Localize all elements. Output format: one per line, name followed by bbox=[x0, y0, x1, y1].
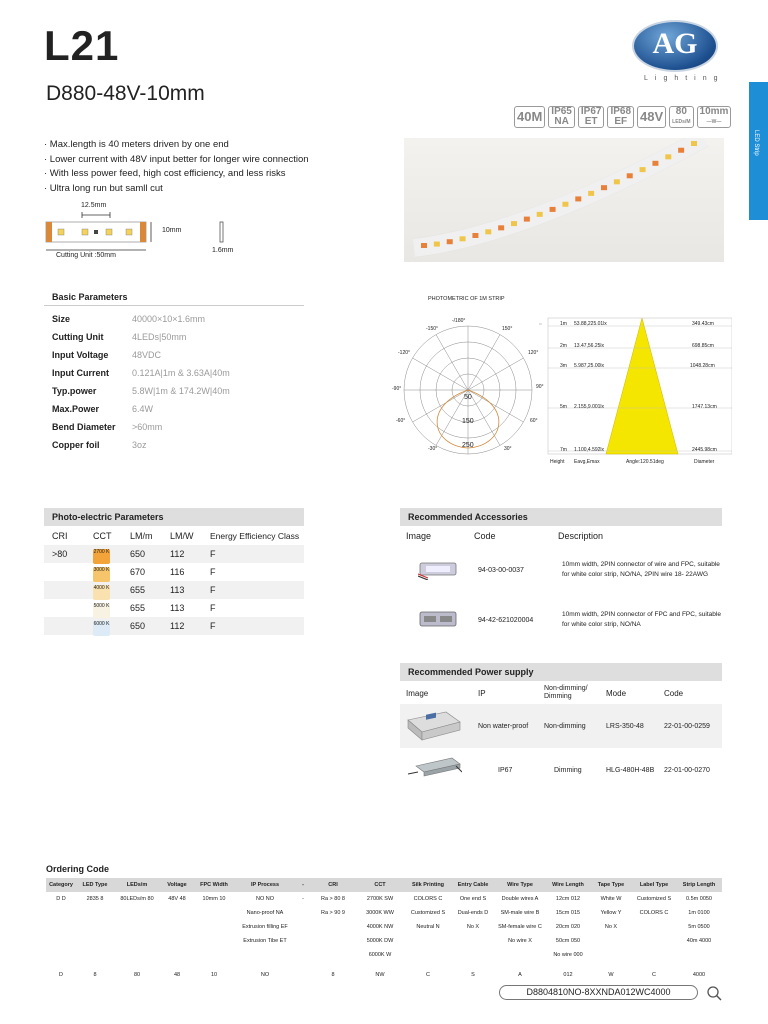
ordering-cell: D D bbox=[56, 896, 66, 902]
accessories-title: Recommended Accessories bbox=[400, 508, 722, 526]
ordering-cell: NW bbox=[375, 972, 385, 978]
angle-label: 120° bbox=[528, 350, 539, 356]
brand-logo bbox=[630, 20, 725, 90]
param-row: Input Current 0.121A|1m & 3.63A|40m bbox=[52, 368, 230, 378]
strip-photo bbox=[404, 138, 724, 262]
cct-chip: 3000 K bbox=[93, 567, 110, 582]
ordering-cell: - bbox=[302, 896, 304, 902]
ordering-code-title: Ordering Code bbox=[46, 864, 110, 874]
ordering-cell: Double wires A bbox=[501, 896, 539, 902]
lux-value: 2.155,9.001lx bbox=[574, 404, 605, 410]
cct-chip: 4000 K bbox=[93, 585, 110, 600]
ordering-cell: Extrusion Tibe ET bbox=[243, 938, 287, 944]
ordering-row bbox=[46, 934, 722, 948]
product-subtitle: D880-48V-10mm bbox=[46, 82, 205, 105]
led-chip bbox=[678, 148, 684, 153]
ordering-header-cell: Entry Cable bbox=[457, 882, 489, 888]
led-chip bbox=[550, 207, 556, 212]
height-value: 5m bbox=[560, 404, 567, 410]
table-row: 94-42-621020004 10mm width, 2PIN connector of FPC and FPC, suitable for white color strip, NO/NA bbox=[400, 595, 722, 645]
led-chip bbox=[614, 179, 620, 184]
power-supply-table bbox=[400, 682, 722, 792]
led-chip bbox=[434, 242, 440, 247]
cct-chip: 5000 K bbox=[93, 603, 110, 618]
search-icon[interactable] bbox=[706, 985, 722, 1001]
ordering-cell: D bbox=[59, 972, 63, 978]
radius-label: 250 bbox=[462, 442, 474, 449]
ordering-cell: Yellow Y bbox=[600, 910, 622, 916]
ordering-cell: C bbox=[426, 972, 430, 978]
ordering-cell: One end S bbox=[459, 896, 487, 902]
connector-image bbox=[400, 608, 478, 632]
table-row: 5000 K 655 113 F bbox=[44, 599, 304, 617]
basic-parameters-table bbox=[52, 310, 230, 454]
ordering-cell: Customized S bbox=[636, 896, 672, 902]
height-value: 1m bbox=[560, 321, 567, 327]
param-row: Bend Diameter >60mm bbox=[52, 422, 163, 432]
ordering-header-cell: Voltage bbox=[167, 882, 187, 888]
ordering-code-result[interactable]: D8804810NO-8XXNDA012WC4000 bbox=[499, 985, 698, 1000]
ordering-header-cell: Label Type bbox=[639, 882, 669, 888]
led-chip bbox=[472, 233, 478, 238]
ordering-cell: 8 bbox=[331, 972, 335, 978]
badge-leds-per-meter: 80 LEDs/M bbox=[669, 106, 693, 128]
radius-label: 150 bbox=[462, 418, 474, 425]
table-row: 94-03-00-0037 10mm width, 2PIN connector of wire and FPC, suitable for white color strip, NO/NA, 2PIN wire 18- 22AWG bbox=[400, 545, 722, 595]
product-model: L21 bbox=[44, 22, 120, 69]
ordering-header-cell: LEDs/m bbox=[126, 882, 148, 888]
led-chip bbox=[640, 167, 646, 172]
table-header-row: Image IP Non-dimming/ Dimming Mode Code bbox=[406, 685, 684, 700]
cutting-unit-label: Cutting Unit :50mm bbox=[56, 252, 116, 259]
ordering-cell: 5000K DW bbox=[366, 938, 394, 944]
ordering-header-cell: LED Type bbox=[82, 882, 108, 888]
ordering-header-cell: Silk Printing bbox=[411, 882, 445, 888]
badge-ip67: IP67 ET bbox=[578, 106, 605, 128]
ordering-header-cell: - bbox=[302, 882, 304, 888]
lux-value: 53.88,225.01lx bbox=[574, 321, 607, 327]
height-value: 2m bbox=[560, 343, 567, 349]
param-row: Max.Power 6.4W bbox=[52, 404, 154, 414]
footer-eavg: Eavg,Emax bbox=[574, 459, 600, 465]
badge-ip65: IP65 NA bbox=[548, 106, 575, 128]
ordering-cell: NO NO bbox=[255, 896, 275, 902]
angle-label: -60° bbox=[396, 418, 406, 424]
ordering-cell: 2835 8 bbox=[86, 896, 104, 902]
spec-badges bbox=[514, 106, 731, 128]
ordering-cell: SM-female wire C bbox=[498, 924, 542, 930]
ordering-cell: 3000K WW bbox=[366, 910, 394, 916]
ordering-row bbox=[46, 906, 722, 920]
table-row: 6000 K 650 112 F bbox=[44, 617, 304, 635]
ordering-cell: SM-male wire B bbox=[500, 910, 540, 916]
ordering-row bbox=[46, 892, 722, 906]
accessories-table bbox=[400, 527, 722, 645]
power-supply-image bbox=[400, 752, 478, 788]
ordering-cell: COLORS C bbox=[639, 910, 669, 916]
photometric-chart bbox=[392, 296, 732, 468]
ordering-cell: 40m 4000 bbox=[686, 938, 712, 944]
table-row: >80 2700 K 650 112 F bbox=[44, 545, 304, 563]
footer-angle: Angle:120.51deg bbox=[626, 459, 664, 465]
ordering-cell: COLORS C bbox=[413, 896, 443, 902]
angle-label: 150° bbox=[502, 326, 513, 332]
ordering-header-cell: FPC Width bbox=[200, 882, 228, 888]
led-chip bbox=[524, 217, 530, 222]
feature-item: · Ultra long run but samll cut bbox=[44, 182, 163, 194]
ordering-header-cell: Strip Length bbox=[682, 882, 716, 888]
badge-length: 40M bbox=[514, 106, 545, 128]
cct-chip: 2700 K bbox=[93, 549, 110, 564]
table-header-row: Image Code Description bbox=[406, 531, 604, 541]
param-row: Input Voltage 48VDC bbox=[52, 350, 162, 360]
ordering-header-cell: CRI bbox=[328, 882, 338, 888]
ordering-cell: Dual-ends D bbox=[457, 910, 489, 916]
ordering-cell: Ra > 90 9 bbox=[320, 910, 345, 916]
ordering-cell: White W bbox=[600, 896, 622, 902]
ordering-header-cell: Wire Length bbox=[552, 882, 584, 888]
pitch-label: 12.5mm bbox=[81, 202, 107, 209]
dimension-diagram bbox=[44, 200, 244, 270]
feature-list bbox=[44, 138, 309, 196]
ordering-cell: 10mm 10 bbox=[202, 896, 226, 902]
led-chip bbox=[485, 229, 491, 234]
logo-text: AG bbox=[652, 27, 698, 60]
ordering-cell: 48V 48 bbox=[168, 896, 186, 902]
diameter-value: 1747.13cm bbox=[692, 404, 717, 410]
led-chip bbox=[627, 173, 633, 178]
lux-value: 5.987,25.00lx bbox=[574, 363, 605, 369]
param-row: Cutting Unit 4LEDs|50mm bbox=[52, 332, 187, 342]
ordering-cell: 12cm 012 bbox=[555, 896, 581, 902]
ordering-cell: No wire 000 bbox=[553, 952, 583, 958]
height-value: 7m bbox=[560, 447, 567, 453]
ordering-row bbox=[46, 968, 722, 982]
logo-subtext: Lighting bbox=[644, 75, 725, 82]
badge-voltage: 48V bbox=[637, 106, 666, 128]
diameter-value: 698.85cm bbox=[692, 343, 714, 349]
ordering-row bbox=[46, 948, 722, 962]
led-chip bbox=[460, 236, 466, 241]
ordering-cell: 80LEDs/m 80 bbox=[120, 896, 154, 902]
angle-label: -30° bbox=[428, 446, 438, 452]
angle-label: -120° bbox=[398, 350, 411, 356]
ordering-cell: 10 bbox=[210, 972, 218, 978]
led-chip bbox=[601, 185, 607, 190]
ordering-cell: 15cm 015 bbox=[555, 910, 581, 916]
ordering-header-cell: Tape Type bbox=[597, 882, 625, 888]
angle-label: -/180° bbox=[452, 318, 466, 324]
ordering-cell: 80 bbox=[133, 972, 141, 978]
diameter-value: 349.43cm bbox=[692, 321, 714, 327]
ordering-header-cell: CCT bbox=[374, 882, 386, 888]
param-row: Size 40000×10×1.6mm bbox=[52, 314, 206, 324]
ordering-cell: No X bbox=[466, 924, 480, 930]
width-label: 10mm bbox=[162, 227, 182, 234]
led-chip bbox=[691, 141, 697, 146]
lux-value: 13.47,56.25lx bbox=[574, 343, 605, 349]
ordering-cell: 4000 bbox=[692, 972, 706, 978]
ordering-header-cell: Wire Type bbox=[507, 882, 533, 888]
footer-diameter: Diameter bbox=[694, 459, 715, 465]
feature-item: · With less power feed, high cost efficiency, and less risks bbox=[44, 168, 286, 179]
ordering-cell: 8 bbox=[93, 972, 97, 978]
ordering-header-cell: IP Process bbox=[250, 882, 280, 888]
basic-parameters-title: Basic Parameters bbox=[44, 288, 304, 306]
ordering-cell: 4000K NW bbox=[366, 924, 394, 930]
feature-item: · Lower current with 48V input better for longer wire connection bbox=[44, 153, 309, 165]
ordering-cell: A bbox=[518, 972, 522, 978]
ordering-cell: NO bbox=[260, 972, 270, 978]
led-chip bbox=[652, 161, 658, 166]
photometric-title: PHOTOMETRIC OF 1M STRIP bbox=[428, 296, 505, 302]
led-chip bbox=[421, 243, 427, 248]
table-header-row: CRI CCT LM/m LM/W Energy Efficiency Class bbox=[52, 531, 300, 541]
connector-image bbox=[400, 558, 478, 582]
badge-ip68: IP68 EF bbox=[607, 106, 634, 128]
ordering-cell: No wire X bbox=[508, 938, 532, 944]
radius-label: 50 bbox=[464, 394, 472, 401]
led-chip bbox=[537, 212, 543, 217]
ordering-cell: 012 bbox=[563, 972, 573, 978]
ordering-cell: 2700K SW bbox=[366, 896, 394, 902]
led-chip bbox=[447, 239, 453, 244]
height-value: 3m bbox=[560, 363, 567, 369]
param-row: Typ.power 5.8W|1m & 174.2W|40m bbox=[52, 386, 230, 396]
side-tab-label: LED Strip bbox=[753, 130, 759, 156]
lux-value: 1.100,4.592lx bbox=[574, 447, 605, 453]
ordering-cell: Customized S bbox=[410, 910, 446, 916]
ordering-cell: Neutral N bbox=[416, 924, 440, 930]
ordering-cell: 20cm 020 bbox=[555, 924, 581, 930]
footer-height: Height bbox=[550, 459, 565, 465]
table-row: IP67 Dimming HLG-480H-48B 22-01-00-0270 bbox=[400, 748, 722, 792]
angle-label: 30° bbox=[504, 446, 512, 452]
side-tab-led-strip[interactable] bbox=[749, 82, 768, 220]
angle-label: -90° bbox=[392, 386, 402, 392]
ordering-cell: S bbox=[471, 972, 475, 978]
ordering-cell: 6000K W bbox=[368, 952, 392, 958]
photo-electric-table bbox=[44, 527, 304, 635]
table-row: Non water-proof Non-dimming LRS-350-48 22-01-00-0259 bbox=[400, 704, 722, 748]
led-chip bbox=[511, 221, 517, 226]
height-label: 1.6mm bbox=[212, 247, 234, 254]
power-supply-image bbox=[400, 708, 478, 744]
ordering-cell: Nano-proof NA bbox=[246, 910, 284, 916]
diameter-value: 2445.98cm bbox=[692, 447, 717, 453]
ordering-cell: W bbox=[608, 972, 614, 978]
ordering-cell: 50cm 050 bbox=[555, 938, 581, 944]
angle-label: 60° bbox=[530, 418, 538, 424]
ordering-cell: 0.5m 0050 bbox=[686, 896, 712, 902]
ordering-cell: No X bbox=[604, 924, 618, 930]
ordering-cell: Extrusion filling EF bbox=[242, 924, 288, 930]
cct-chip: 6000 K bbox=[93, 621, 110, 636]
diameter-value: 1048.28cm bbox=[690, 363, 715, 369]
led-chip bbox=[575, 196, 581, 201]
table-header-row bbox=[46, 878, 722, 892]
table-row: 4000 K 655 113 F bbox=[44, 581, 304, 599]
power-supply-title: Recommended Power supply bbox=[400, 663, 722, 681]
ordering-cell: 5m 0500 bbox=[688, 924, 710, 930]
angle-label: 90° bbox=[536, 384, 544, 390]
angle-label: -150° bbox=[426, 326, 439, 332]
ordering-cell: 48 bbox=[173, 972, 181, 978]
ordering-cell: 1m 0100 bbox=[688, 910, 710, 916]
badge-width: 10mm —W— bbox=[697, 106, 732, 128]
led-chip bbox=[665, 154, 671, 159]
ordering-cell: Ra > 80 8 bbox=[320, 896, 345, 902]
table-row: 3000 K 670 116 F bbox=[44, 563, 304, 581]
photo-electric-title: Photo-electric Parameters bbox=[44, 508, 304, 526]
ordering-code-table bbox=[46, 878, 722, 982]
led-chip bbox=[588, 191, 594, 196]
ordering-row bbox=[46, 920, 722, 934]
feature-item: · Max.length is 40 meters driven by one end bbox=[44, 139, 229, 150]
ordering-header-cell: Category bbox=[49, 882, 73, 888]
led-chip bbox=[498, 225, 504, 230]
ordering-cell: C bbox=[652, 972, 656, 978]
param-row: Copper foil 3oz bbox=[52, 440, 147, 450]
led-chip bbox=[562, 202, 568, 207]
